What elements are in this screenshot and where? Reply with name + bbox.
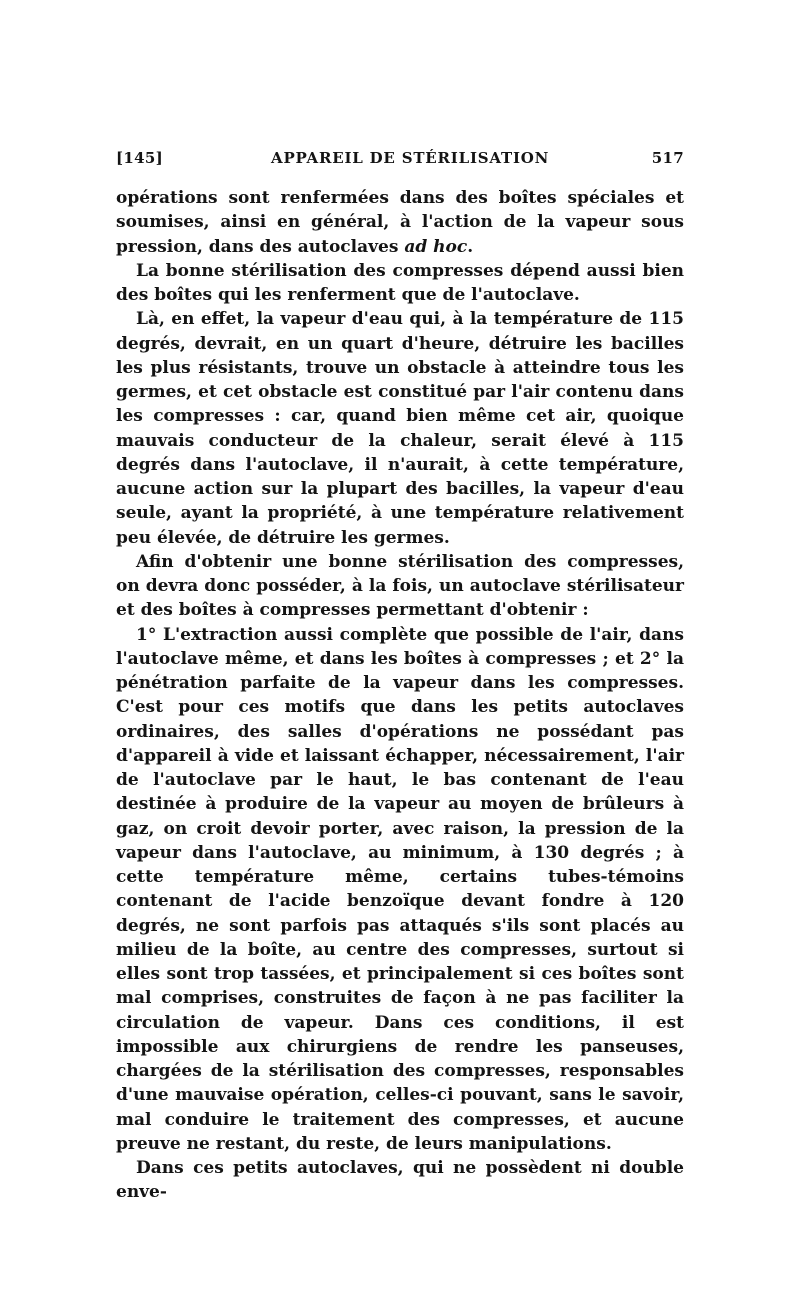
paragraph-1-text: opérations sont renfermées dans des boîtes spéciales et soumises, ainsi en général, à l'action de la vapeur sous pression, dans des autoclaves bbox=[116, 188, 684, 257]
body-text bbox=[116, 186, 684, 1205]
paragraph-5: 1° L'extraction aussi complète que possible de l'air, dans l'autoclave même, et dans les boîtes à compresses ; et 2° la pénétration parfaite de la vapeur dans les compresses. C'est pour ces motifs que dans les petits autoclaves ordinaires, des salles d'opérations ne possédant pas d'appareil à vide et laissant échapper, nécessairement, l'air de l'autoclave par le haut, le bas contenant de l'eau destinée à produire de la vapeur au moyen de brûleurs à gaz, on croit devoir porter, avec raison, la pression de la vapeur dans l'autoclave, au minimum, à 130 degrés ; à cette température même, certains tubes-témoins contenant de l'acide benzoïque devant fondre à 120 degrés, ne sont parfois pas attaqués s'ils sont placés au milieu de la boîte, au centre des compresses, surtout si elles sont trop tassées, et principalement si ces boîtes sont mal comprises, construites de façon à ne pas faciliter la circulation de vapeur. Dans ces conditions, il est impossible aux chirurgiens de rendre les panseuses, chargées de la stérilisation des compresses, responsables d'une mauvaise opération, celles-ci pouvant, sans le savoir, mal conduire le traitement des compresses, et aucune preuve ne restant, du reste, de leurs manipulations. bbox=[116, 624, 684, 1154]
paragraph-1-emphasis: ad hoc bbox=[404, 236, 468, 257]
page-number: 517 bbox=[651, 149, 684, 167]
running-header bbox=[116, 149, 684, 173]
paragraph-6: Dans ces petits autoclaves, qui ne possèdent ni double enve- bbox=[116, 1158, 684, 1203]
paragraph-2: La bonne stérilisation des compresses dépend aussi bien des boîtes qui les renferment que de l'autoclave. bbox=[116, 260, 684, 305]
paragraph-1-end: . bbox=[467, 236, 474, 257]
page-reference: [145] bbox=[116, 149, 164, 167]
running-title: APPAREIL DE STÉRILISATION bbox=[271, 149, 550, 167]
paragraph-3: Là, en effet, la vapeur d'eau qui, à la température de 115 degrés, devrait, en un quart d'heure, détruire les bacilles les plus résistants, trouve un obstacle à atteindre tous les germes, et cet obstacle est constitué par l'air contenu dans les compresses : car, quand bien même cet air, quoique mauvais conducteur de la chaleur, serait élevé à 115 degrés dans l'autoclave, il n'aurait, à cette température, aucune action sur la plupart des bacilles, la vapeur d'eau seule, ayant la propriété, à une température relativement peu élevée, de détruire les germes. bbox=[116, 309, 684, 548]
paragraph-1 bbox=[116, 186, 684, 259]
paragraph-4: Afin d'obtenir une bonne stérilisation des compresses, on devra donc posséder, à la fois, un autoclave stérilisateur et des boîtes à compresses permettant d'obtenir : bbox=[116, 551, 684, 621]
